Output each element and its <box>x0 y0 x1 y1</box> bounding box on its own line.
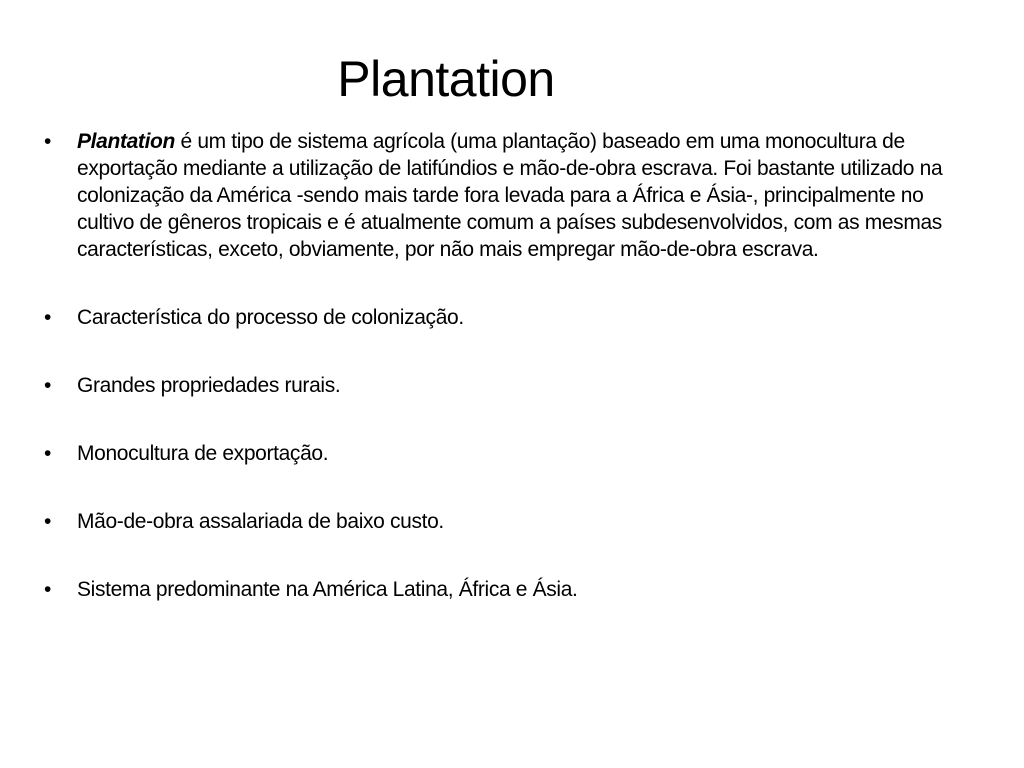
slide-title: Plantation <box>337 50 555 107</box>
definition-term: Plantation <box>77 130 176 153</box>
list-item <box>44 372 979 399</box>
definition-item <box>44 128 979 263</box>
bullet-icon: • <box>44 442 52 465</box>
bullet-icon: • <box>44 130 52 153</box>
list-item <box>44 508 979 535</box>
list-item-text: Sistema predominante na América Latina, África e Ásia. <box>77 578 578 601</box>
list-item <box>44 576 979 603</box>
list-item-text: Mão-de-obra assalariada de baixo custo. <box>77 510 444 533</box>
bullet-icon: • <box>44 510 52 533</box>
bullet-list <box>44 128 979 603</box>
list-item-text: Grandes propriedades rurais. <box>77 374 341 397</box>
list-item-text: Característica do processo de colonização. <box>77 306 464 329</box>
list-item-text: Monocultura de exportação. <box>77 442 329 465</box>
definition-text: é um tipo de sistema agrícola (uma plantação) baseado em uma monocultura de exportação mediante a utilização de latifúndios e mão-de-obra escrava. Foi bastante utilizado na colonização da América -sendo mais tarde fora levada para a África e Ásia-, principalmente no cultivo de gêneros tropicais e é atualmente comum a países subdesenvolvidos, com as mesmas características, exceto, obviamente, por não mais empregar mão-de-obra escrava. <box>77 130 943 261</box>
bullet-icon: • <box>44 306 52 329</box>
bullet-icon: • <box>44 578 52 601</box>
list-item <box>44 304 979 331</box>
bullet-icon: • <box>44 374 52 397</box>
list-item <box>44 440 979 467</box>
